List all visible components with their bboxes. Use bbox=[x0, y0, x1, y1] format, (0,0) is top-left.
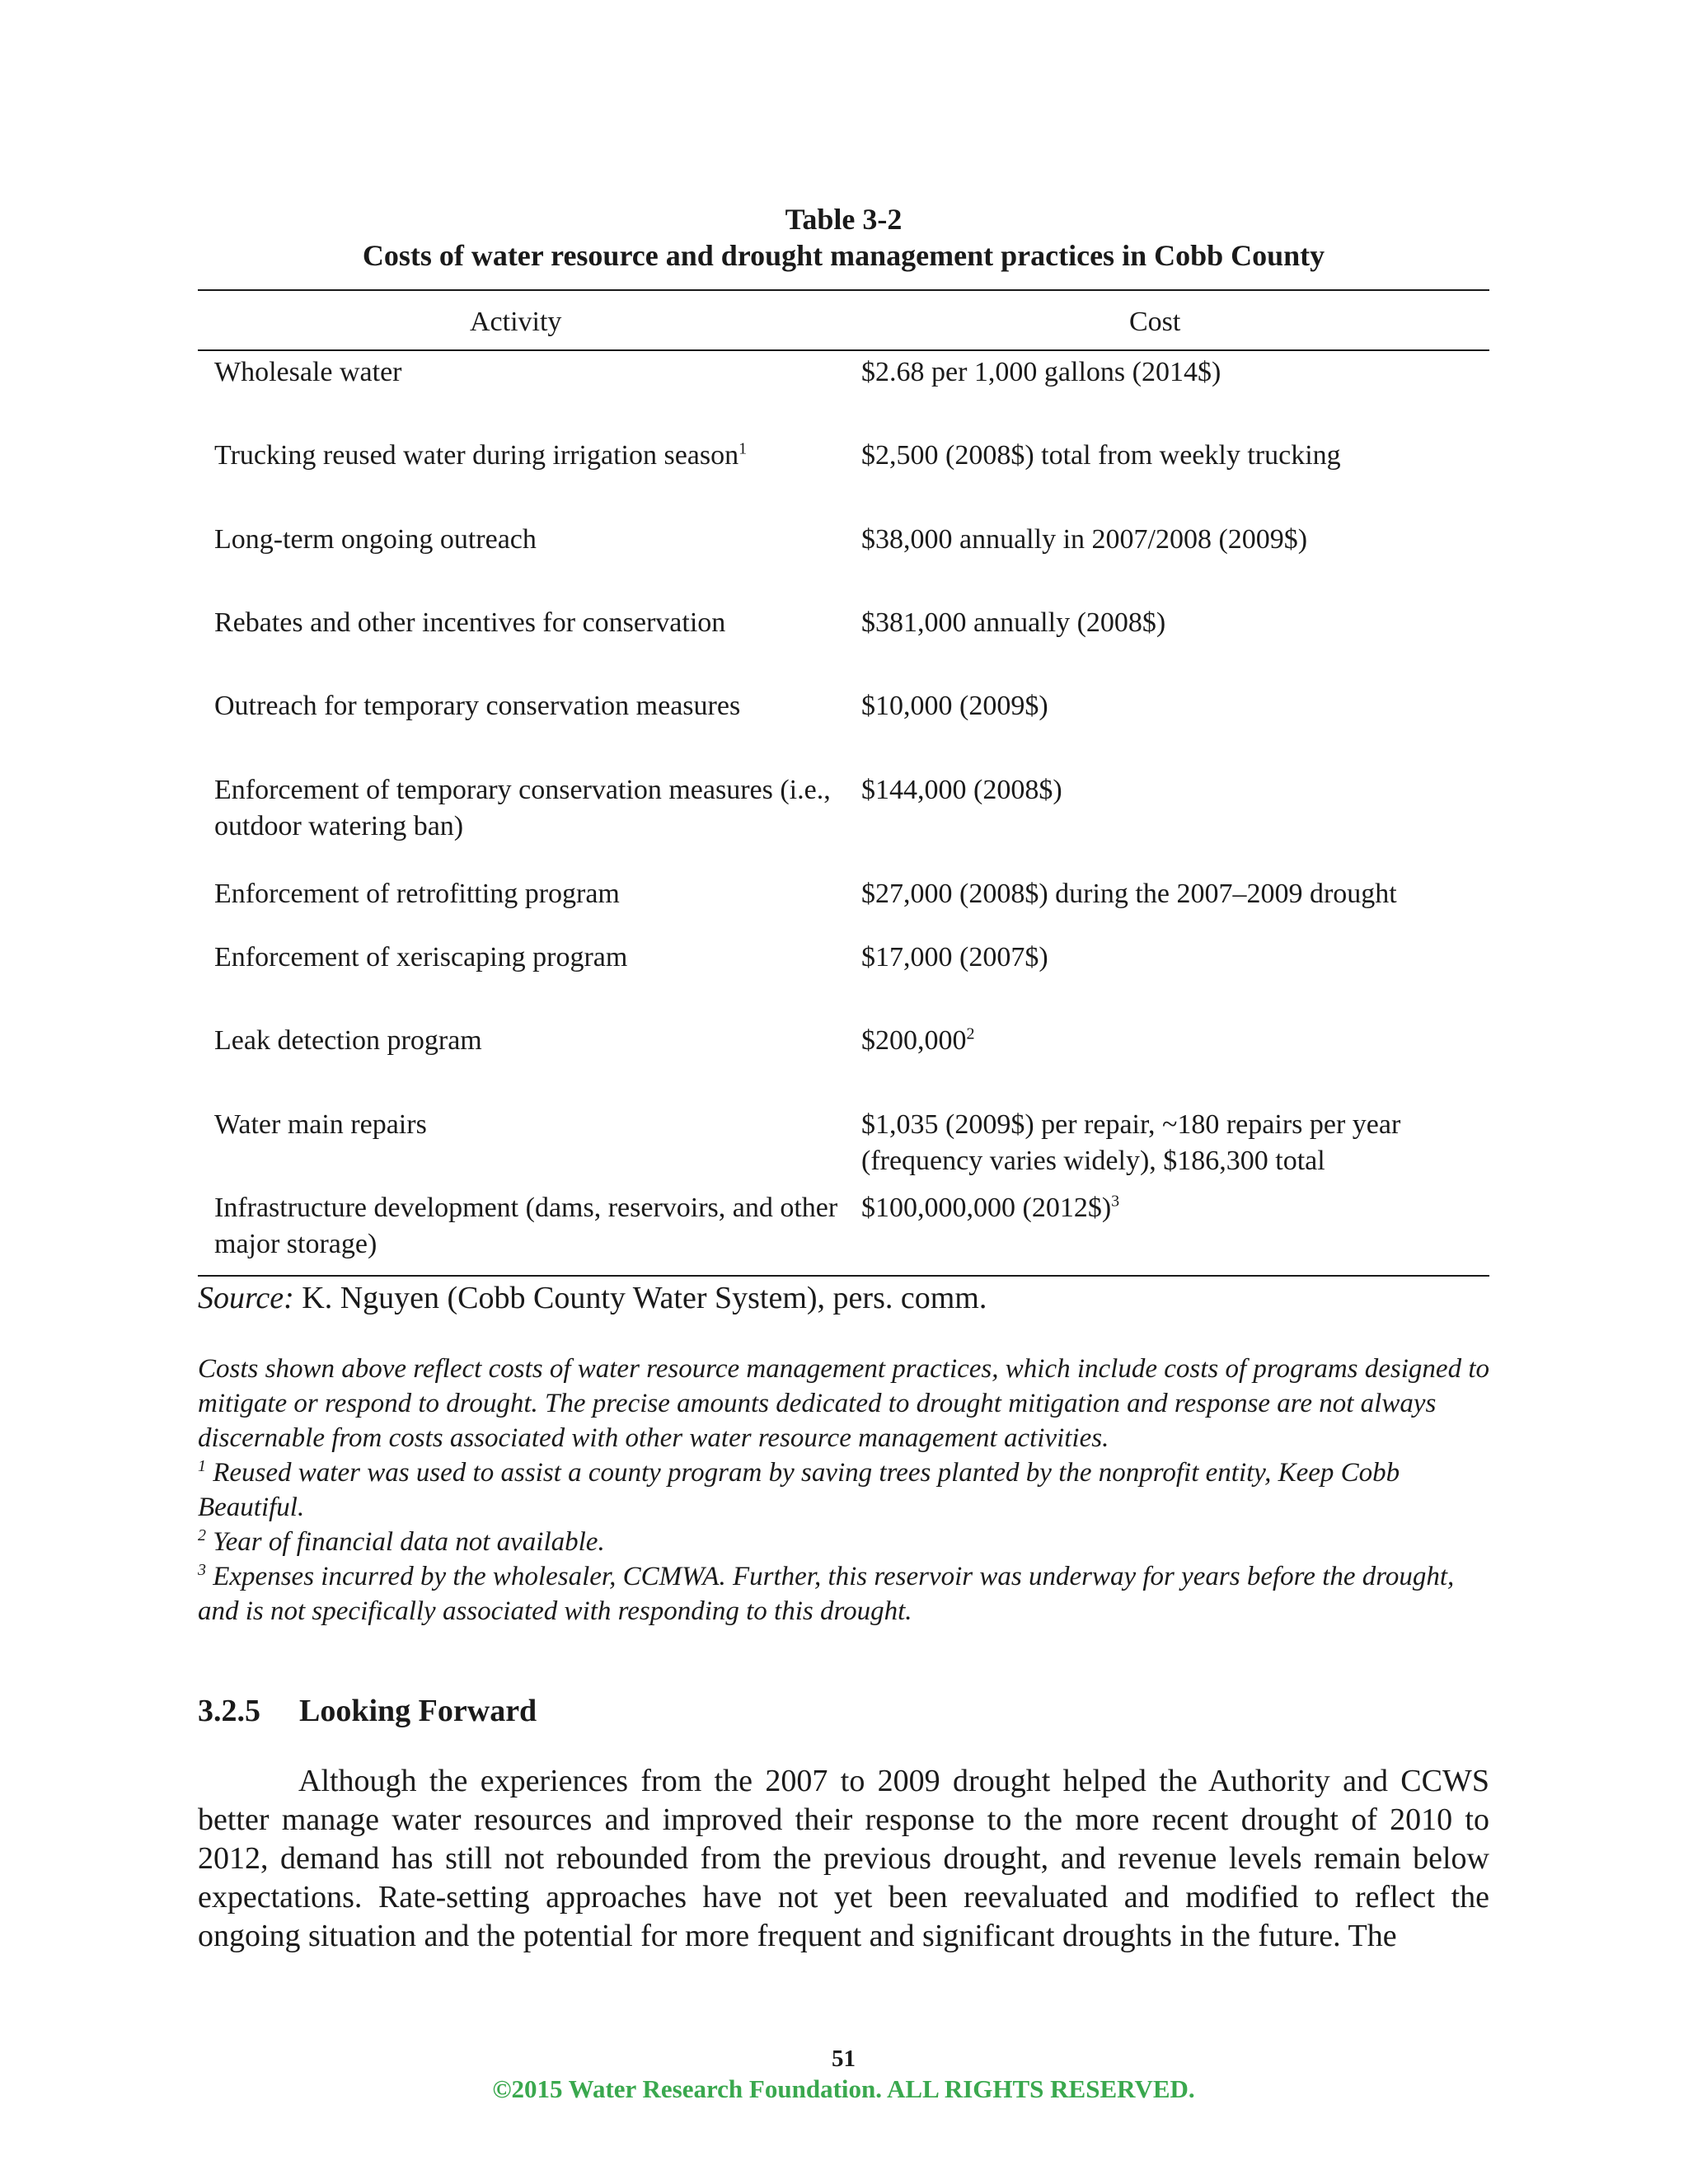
row-activity: Leak detection program bbox=[214, 1025, 482, 1056]
row-activity: Long-term ongoing outreach bbox=[214, 524, 537, 555]
row-activity: Rebates and other incentives for conservation bbox=[214, 607, 726, 638]
row-cost: $100,000,000 (2012$)$^3$ bbox=[861, 1192, 1120, 1223]
table-bottom-rule bbox=[198, 1275, 1489, 1277]
row-activity: Outreach for temporary conservation measures bbox=[214, 691, 741, 721]
page-number: 51 bbox=[832, 2046, 856, 2072]
header-activity: Activity bbox=[470, 307, 562, 337]
footnote: $^3$ Expenses incurred by the wholesaler, CCMWA. Further, this reservoir was underway for years before the drought, and is not specifically associated with responding to this drought. bbox=[198, 1561, 1455, 1626]
row-cost: $10,000 (2009$) bbox=[861, 691, 1048, 721]
notes-intro: Costs shown above reflect costs of water resource management practices, which include costs of programs designed to mitigate or respond to drought. The precise amounts dedicated to drought mitigation and response are not always discernable from costs associated with other water resource management activities. bbox=[198, 1354, 1490, 1453]
table-header-rule bbox=[198, 349, 1489, 351]
footnote: $^2$ Year of financial data not available. bbox=[198, 1526, 605, 1557]
row-activity: Enforcement of xeriscaping program bbox=[214, 942, 628, 972]
footnote: $^1$ Reused water was used to assist a county program by saving trees planted by the nonprofit entity, Keep Cobb Beautiful. bbox=[198, 1457, 1400, 1522]
row-activity: Trucking reused water during irrigation season$^1$ bbox=[214, 439, 748, 471]
table-number: Table 3-2 bbox=[785, 203, 903, 236]
row-cost: $381,000 annually (2008$) bbox=[861, 607, 1166, 638]
row-cost: $144,000 (2008$) bbox=[861, 775, 1062, 805]
row-cost: $2.68 per 1,000 gallons (2014$) bbox=[861, 357, 1221, 387]
row-activity: Enforcement of temporary conservation measures (i.e., outdoor watering ban) bbox=[214, 775, 831, 841]
table-top-rule bbox=[198, 289, 1489, 291]
row-activity: Wholesale water bbox=[214, 357, 402, 387]
table-title: Costs of water resource and drought management practices in Cobb County bbox=[362, 239, 1325, 272]
table-notes bbox=[198, 1352, 1489, 1629]
body-paragraph: Although the experiences from the 2007 to 2009 drought helped the Authority and CCWS better manage water resources and improved their response to the more recent drought of 2010 to 2012, demand has still not rebounded from the previous drought, and revenue levels remain below expectations. Rate-setting approaches have not yet been reevaluated and modified to reflect the ongoing situation and the potential for more frequent and significant droughts in the future. The bbox=[198, 1764, 1489, 1953]
row-cost: $38,000 annually in 2007/2008 (2009$) bbox=[861, 524, 1308, 555]
row-cost: $200,000$^2$ bbox=[861, 1024, 975, 1056]
row-activity: Enforcement of retrofitting program bbox=[214, 879, 620, 909]
row-cost: $1,035 (2009$) per repair, ~180 repairs per year (frequency varies widely), $186,300 total bbox=[861, 1109, 1401, 1176]
section-heading: 3.2.5 Looking Forward bbox=[198, 1694, 537, 1728]
header-cost: Cost bbox=[1129, 307, 1181, 337]
row-cost: $17,000 (2007$) bbox=[861, 942, 1048, 972]
row-cost: $2,500 (2008$) total from weekly trucking bbox=[861, 440, 1341, 471]
row-cost: $27,000 (2008$) during the 2007–2009 drought bbox=[861, 879, 1397, 909]
row-activity: Water main repairs bbox=[214, 1109, 427, 1140]
row-activity: Infrastructure development (dams, reservoirs, and other major storage) bbox=[214, 1193, 838, 1259]
table-source: Source: K. Nguyen (Cobb County Water System), pers. comm. bbox=[198, 1281, 987, 1315]
copyright-notice: ©2015 Water Research Foundation. ALL RIGHTS RESERVED. bbox=[492, 2074, 1195, 2103]
